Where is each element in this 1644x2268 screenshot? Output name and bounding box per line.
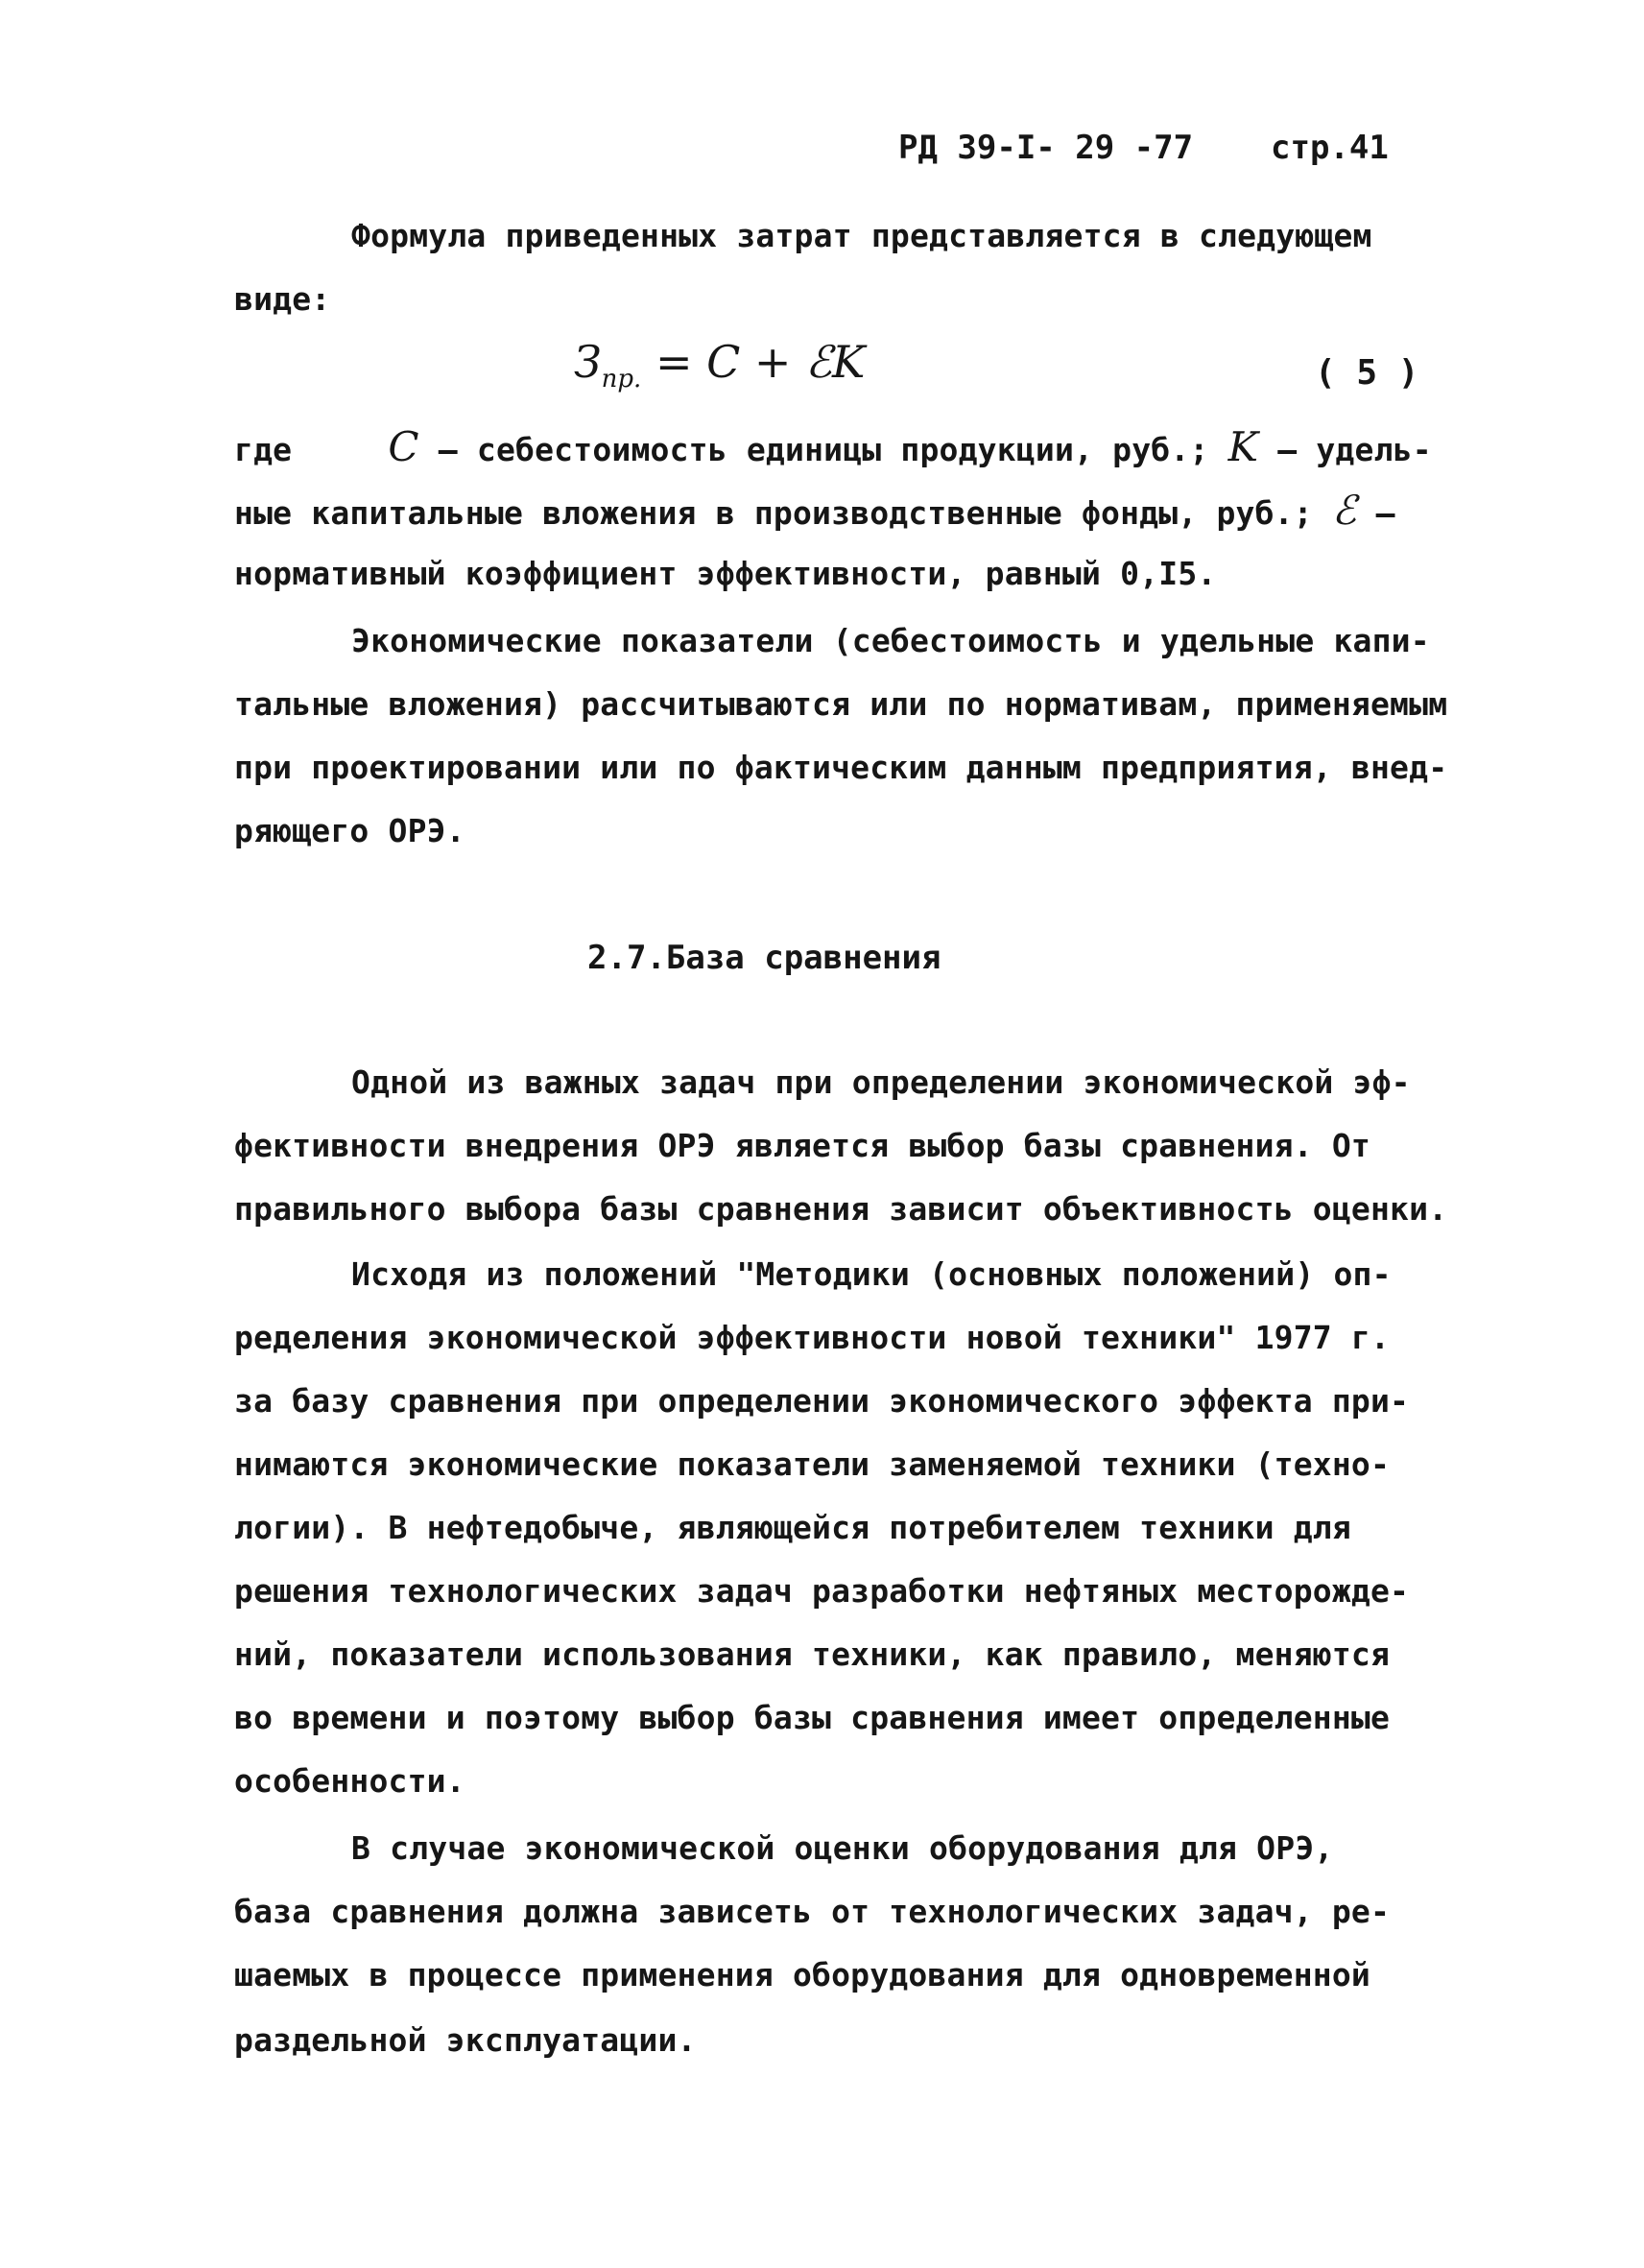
para-case-line-4: раздельной эксплуатации. bbox=[234, 2021, 697, 2059]
formula-number: ( 5 ) bbox=[1315, 353, 1419, 393]
para-method-line-1: Исходя из положений "Методики (основных положений) оп- bbox=[351, 1255, 1392, 1293]
para-method-line-5: логии). В нефтедобыче, являющейся потребителем техники для bbox=[234, 1509, 1351, 1546]
definitions-line-2 bbox=[234, 489, 1395, 535]
para-economic-line-1: Экономические показатели (себестоимость и удельные капи- bbox=[351, 622, 1430, 659]
definition-c: – себестоимость единицы продукции, руб.; bbox=[438, 431, 1209, 468]
definitions-line-1 bbox=[234, 423, 1432, 471]
para-base-line-3: правильного выбора базы сравнения зависит объективность оценки. bbox=[234, 1190, 1448, 1228]
formula-lhs: З bbox=[574, 336, 602, 388]
formula-rhs: = C + ℰK bbox=[655, 336, 866, 388]
page-header bbox=[898, 129, 1389, 167]
where-word: где bbox=[234, 431, 293, 468]
para-method-line-2: ределения экономической эффективности новой техники" 1977 г. bbox=[234, 1319, 1391, 1356]
para-case-line-2: база сравнения должна зависеть от технологических задач, ре- bbox=[234, 1893, 1391, 1930]
para-base-line-2: фективности внедрения ОРЭ является выбор базы сравнения. От bbox=[234, 1127, 1370, 1164]
para-method-line-6: решения технологических задач разработки нефтяных месторожде- bbox=[234, 1572, 1410, 1610]
para-method-line-3: за базу сравнения при определении экономического эффекта при- bbox=[234, 1382, 1410, 1420]
para-method-line-7: ний, показатели использования техники, как правило, меняются bbox=[234, 1635, 1391, 1673]
para-case-line-3: шаемых в процессе применения оборудования для одновременной bbox=[234, 1956, 1370, 1993]
doc-code: РД 39-I- 29 -77 bbox=[898, 129, 1194, 167]
para-method-line-9: особенности. bbox=[234, 1762, 465, 1800]
para-economic-line-4: ряющего ОРЭ. bbox=[234, 812, 465, 849]
formula-lhs-sub: пр. bbox=[601, 365, 642, 394]
formula-5 bbox=[574, 336, 865, 394]
section-heading: 2.7.База сравнения bbox=[587, 939, 941, 977]
intro-line-1: Формула приведенных затрат представляется в следующем bbox=[351, 217, 1372, 254]
para-base-line-1: Одной из важных задач при определении экономической эф- bbox=[351, 1063, 1411, 1101]
para-economic-line-2: тальные вложения) рассчитываются или по нормативам, применяемым bbox=[234, 685, 1448, 723]
intro-line-2: виде: bbox=[234, 280, 331, 318]
para-method-line-4: нимаются экономические показатели заменяемой техники (техно- bbox=[234, 1445, 1391, 1483]
definition-k: – удель- bbox=[1277, 431, 1432, 468]
para-case-line-1: В случае экономической оценки оборудования для ОРЭ, bbox=[351, 1829, 1334, 1867]
symbol-k: K bbox=[1227, 423, 1259, 470]
definitions-line-3: нормативный коэффициент эффективности, равный 0,I5. bbox=[234, 555, 1217, 592]
definition-k-cont: ные капитальные вложения в производственные фонды, руб.; bbox=[234, 494, 1313, 532]
symbol-c: C bbox=[388, 423, 419, 470]
page-ref: стр.41 bbox=[1271, 129, 1389, 167]
definition-e-dash: – bbox=[1375, 494, 1395, 532]
symbol-e: ℰ bbox=[1331, 487, 1357, 534]
para-method-line-8: во времени и поэтому выбор базы сравнения имеет определенные bbox=[234, 1699, 1391, 1736]
para-economic-line-3: при проектировании или по фактическим данным предприятия, внед- bbox=[234, 749, 1448, 786]
